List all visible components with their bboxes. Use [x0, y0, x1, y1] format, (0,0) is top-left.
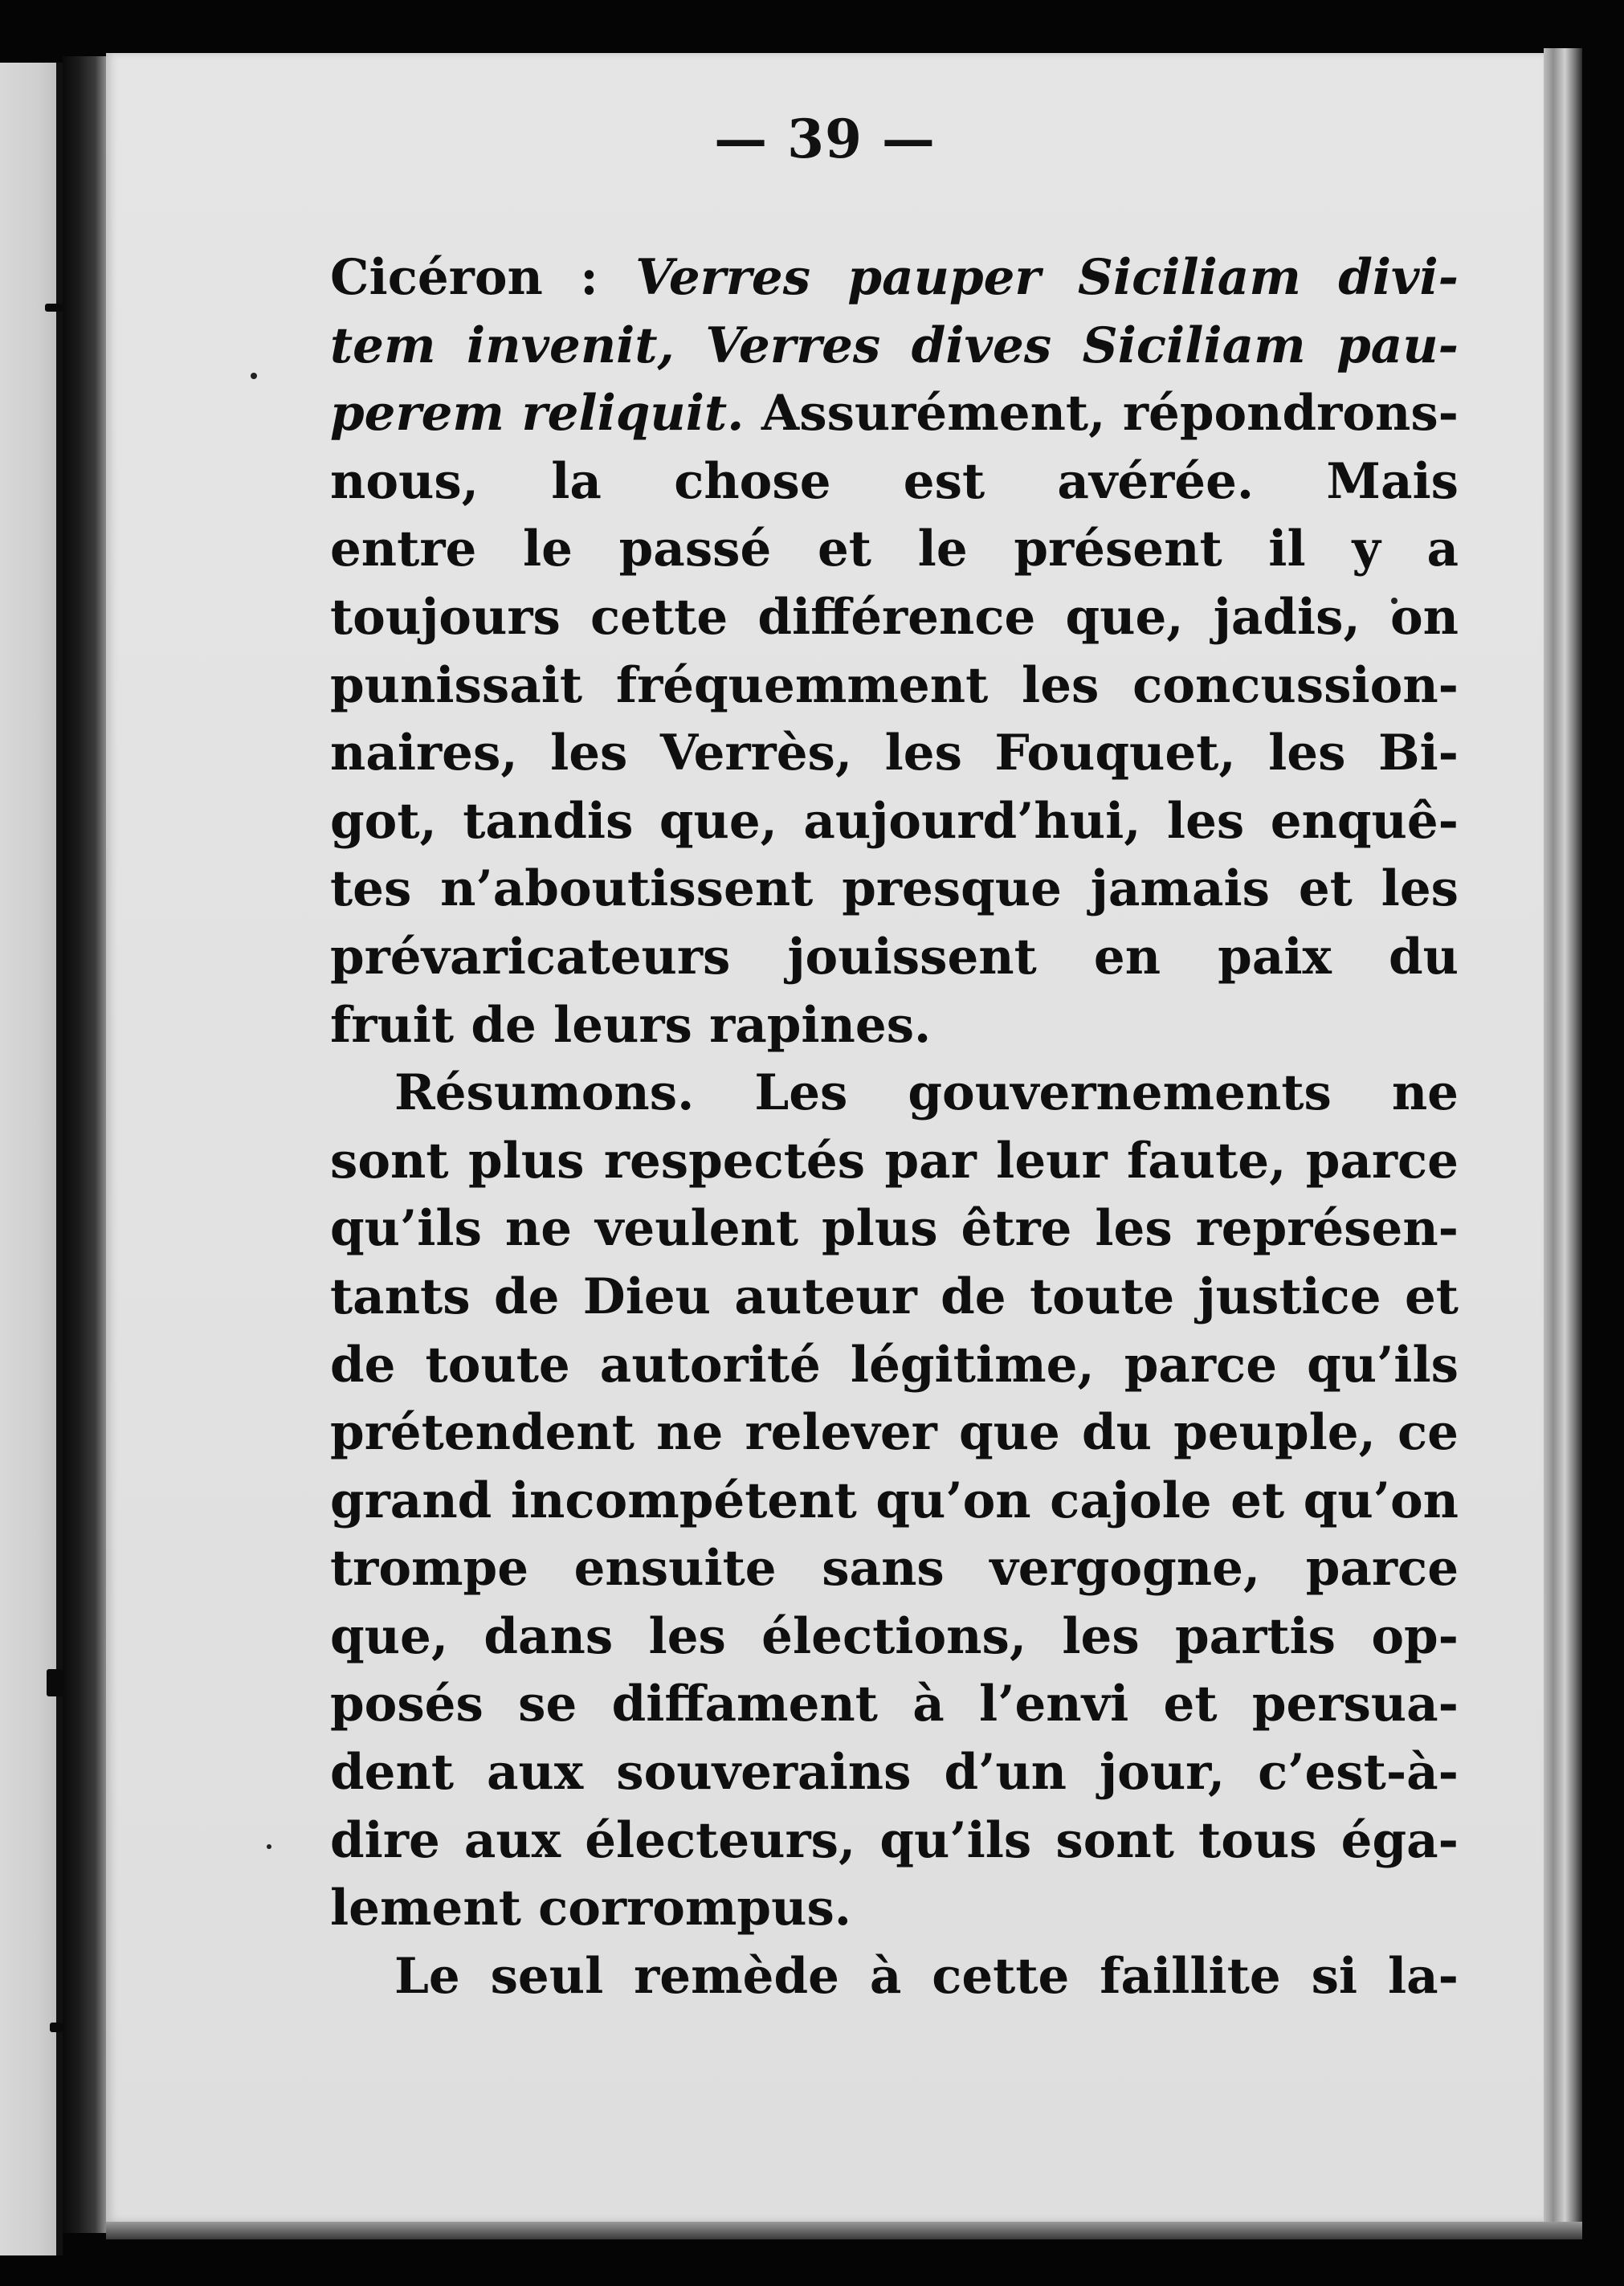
- text-line: sont plus respectés par leur faute, parce: [330, 1132, 1459, 1190]
- facing-page-shadow: [56, 63, 63, 2255]
- text-line: punissait fréquemment les concussion-: [330, 656, 1459, 714]
- text-line: entre le passé et le présent il y a: [330, 520, 1459, 578]
- latin-quote: Verres pauper Siciliam divi-: [635, 249, 1459, 306]
- page-bottom-edge: [106, 2222, 1582, 2239]
- page-stack-edge: [1544, 48, 1582, 2233]
- text-line: dent aux souverains d’un jour, c’est-à-: [330, 1744, 1459, 1802]
- text-run: Cicéron :: [330, 249, 636, 306]
- text-line: fruit de leurs rapines.: [330, 996, 932, 1054]
- ink-speck: [267, 1844, 271, 1849]
- text-line: qu’ils ne veulent plus être les représen-: [330, 1200, 1459, 1258]
- facing-page-edge: [0, 63, 63, 2255]
- book-page: [106, 53, 1544, 2222]
- paragraph-start: Résumons. Les gouvernements ne: [394, 1064, 1459, 1122]
- body-text: [330, 244, 1459, 2010]
- text-line: [330, 244, 1459, 312]
- text-line: grand incompétent qu’on cajole et qu’on: [330, 1472, 1459, 1529]
- page-number: — 39 —: [714, 108, 936, 170]
- text-line: prétendent ne relever que du peuple, ce: [330, 1404, 1459, 1462]
- text-line: que, dans les élections, les partis op-: [330, 1607, 1459, 1665]
- text-line: prévaricateurs jouissent en paix du: [330, 928, 1459, 986]
- text-line: toujours cette différence que, jadis, on: [330, 588, 1459, 646]
- text-line: posés se diffament à l’envi et persua-: [330, 1676, 1459, 1733]
- text-line: tes n’aboutissent presque jamais et les: [330, 860, 1459, 918]
- latin-quote: perem reliquit.: [330, 385, 745, 443]
- margin-mark: [50, 2023, 63, 2032]
- text-line: [330, 380, 1459, 448]
- text-line: got, tandis que, aujourd’hui, les enquê-: [330, 792, 1459, 850]
- text-line: tants de Dieu auteur de toute justice et: [330, 1268, 1459, 1325]
- text-line: trompe ensuite sans vergogne, parce: [330, 1540, 1459, 1598]
- margin-mark: [45, 304, 63, 312]
- text-line: naires, les Verrès, les Fouquet, les Bi-: [330, 725, 1459, 782]
- latin-quote: tem invenit, Verres dives Siciliam pau-: [330, 316, 1459, 374]
- text-line: dire aux électeurs, qu’ils sont tous éga-: [330, 1811, 1459, 1869]
- text-line: de toute autorité légitime, parce qu’ils: [330, 1336, 1459, 1394]
- text-run: Assurément, répondrons-: [744, 385, 1459, 443]
- text-line: [330, 312, 1459, 381]
- ink-speck: [251, 373, 257, 379]
- paragraph-start: Le seul remède à cette faillite si la-: [394, 1947, 1459, 2005]
- margin-mark: [47, 1669, 63, 1696]
- text-line: nous, la chose est avérée. Mais: [330, 452, 1459, 510]
- text-line: lement corrompus.: [330, 1880, 852, 1937]
- book-gutter: [63, 56, 106, 2233]
